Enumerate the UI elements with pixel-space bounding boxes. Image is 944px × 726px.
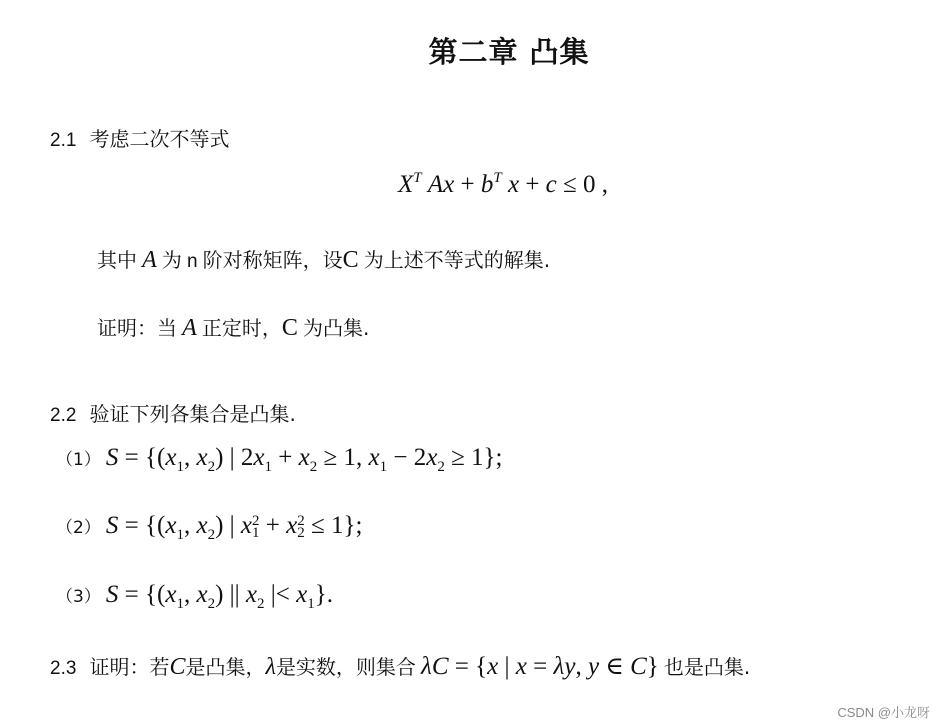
problem-statement: 考虑二次不等式 <box>89 127 230 151</box>
formula-tail: , <box>595 171 609 198</box>
set-formula: $S = \{(x_1$, $x_2$) | x 2 1 + x 2 2 ≤ 1}; <box>105 512 363 543</box>
text: 为凸集. <box>302 316 370 340</box>
problem-2-2-item-1 <box>56 444 502 476</box>
problem-number: 2.2 <box>50 405 77 426</box>
text: 证明：若 <box>89 655 170 679</box>
var-C: C <box>342 247 359 273</box>
text: 是实数，则集合 <box>275 655 416 679</box>
text: 证明：当 <box>97 316 177 340</box>
problem-2-3 <box>50 651 750 681</box>
var-C: C <box>281 315 298 341</box>
text: 是凸集， <box>185 655 266 679</box>
text: 也是凸集. <box>663 655 751 679</box>
item-label: （3） <box>56 587 101 607</box>
var-A: A <box>142 247 157 273</box>
set-formula: $S = \{(x_1$, $x_2$) | $2x_1 + x_2 \ge 1$, $x_1 - 2x_2 \ge 1$}; <box>105 444 503 475</box>
watermark: CSDN @小龙呀 <box>837 705 930 720</box>
formula-quadratic-inequality: $X^T$ $Ax + b^T$ x + c ≤ 0 , <box>398 170 609 198</box>
set-formula: λC = {x | x = λy, y ∈ C} <box>421 653 659 680</box>
problem-2-2-heading <box>50 398 296 427</box>
problem-2-1-line2 <box>97 312 369 342</box>
item-label: （2） <box>56 518 101 538</box>
text: 正定时， <box>201 316 282 340</box>
problem-2-1-line1 <box>97 244 550 274</box>
text: 阶对称矩阵，设 <box>202 248 343 272</box>
problem-2-2-item-2 <box>56 512 362 544</box>
chapter-title: 第二章 凸集 <box>428 35 590 69</box>
problem-statement: 验证下列各集合是凸集. <box>89 402 296 426</box>
set-formula: $S = \{(x_1$, $x_2$) || $x_2$ |< $x_1$}. <box>105 581 333 612</box>
item-label: （1） <box>56 450 101 470</box>
problem-number: 2.3 <box>50 658 77 679</box>
var-A: A <box>182 315 197 341</box>
var-n: n <box>186 251 198 272</box>
text: 为 <box>161 248 182 272</box>
text: 为上述不等式的解集. <box>363 248 551 272</box>
problem-number: 2.1 <box>50 130 77 151</box>
var-C: C <box>169 654 186 680</box>
var-lambda: λ <box>265 654 276 680</box>
problem-2-1-heading <box>50 123 230 152</box>
text: 其中 <box>97 248 137 272</box>
problem-2-2-item-3 <box>56 581 333 613</box>
